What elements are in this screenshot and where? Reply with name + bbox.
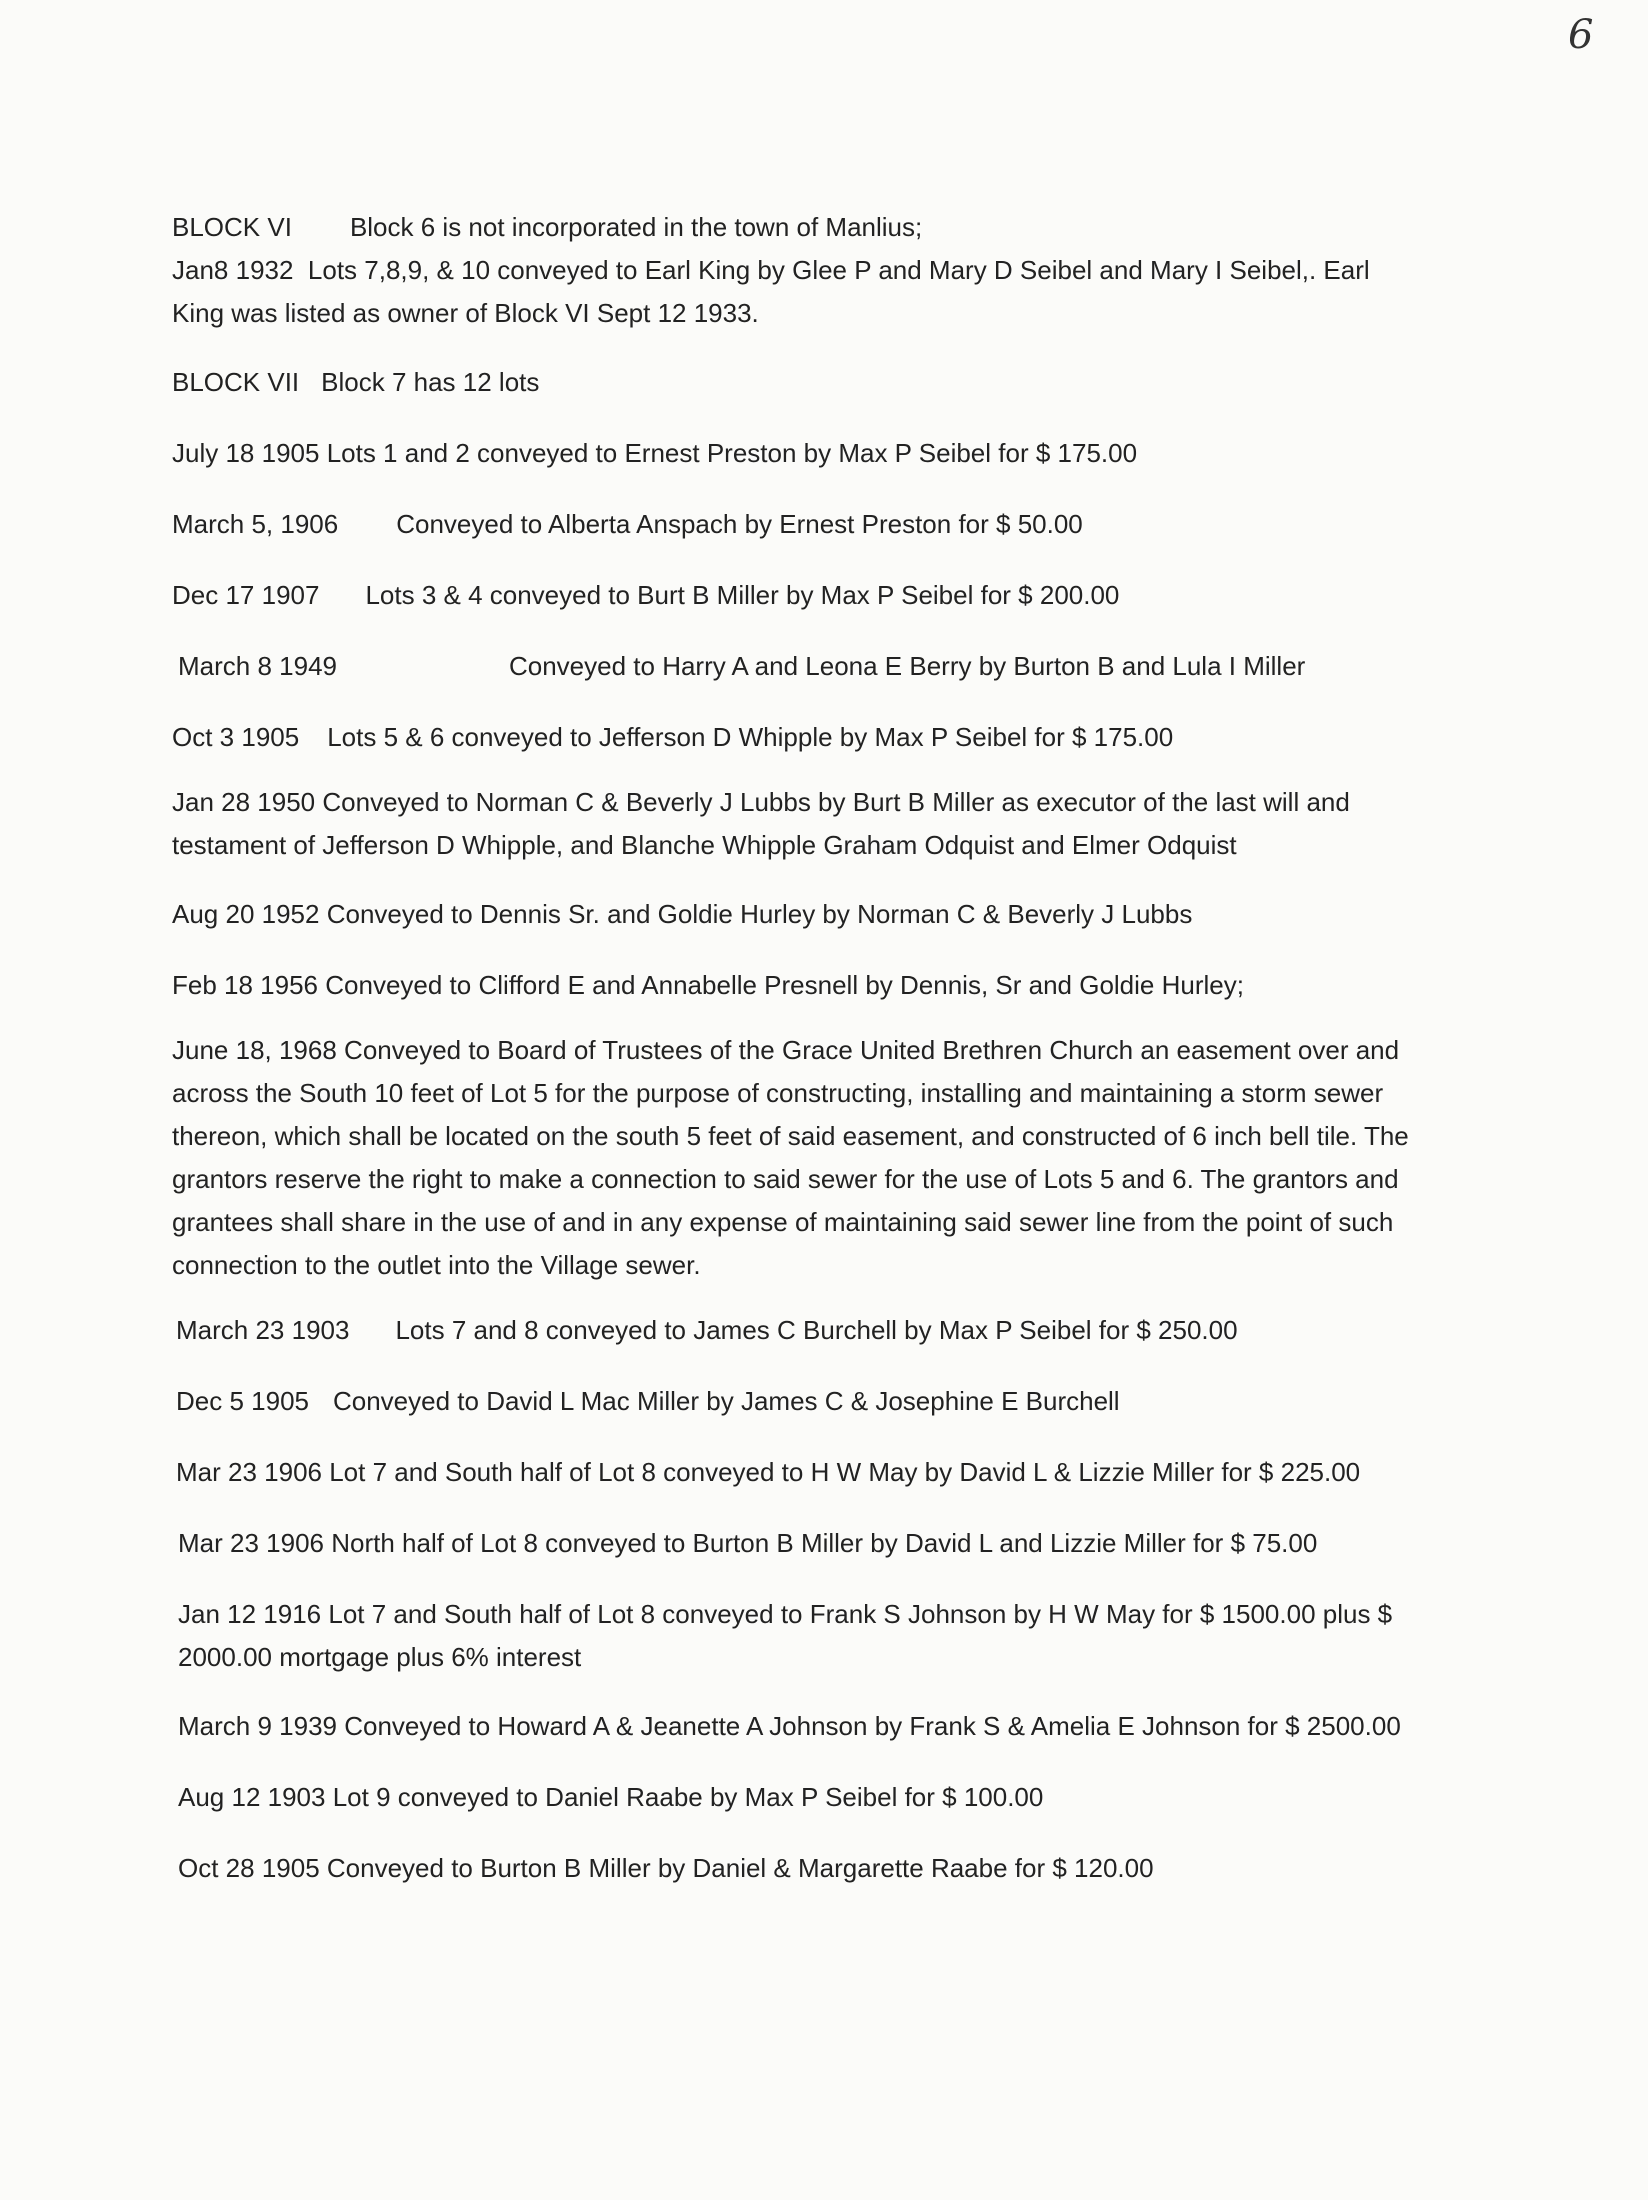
entry-1905-oct [172, 716, 1472, 759]
entry-1956-feb [172, 964, 1472, 1007]
entry-text: Block 7 has 12 lots [321, 367, 540, 397]
entry-text: Block 6 is not incorporated in the town of Manlius; [349, 212, 923, 242]
entry-date: BLOCK VII [172, 367, 300, 397]
entry-date: Oct 3 1905 [172, 722, 300, 752]
entry-date: BLOCK VI [172, 212, 292, 242]
entry-1906-march [172, 503, 1472, 546]
entry-block-vii [172, 361, 1472, 404]
entry-text: Conveyed to Norman C & Beverly J Lubbs by Burt B Miller as executor of the last will and testament of Jefferson D Whipple, and Blanche Whipple Graham Odquist and Elmer Odquist [172, 787, 1350, 860]
entry-1905-dec [176, 1380, 1476, 1423]
entry-date: June 18, 1968 [172, 1035, 337, 1065]
entry-text: Lots 3 & 4 conveyed to Burt B Miller by Max P Seibel for $ 200.00 [365, 580, 1120, 610]
entry-date: Mar 23 1906 [178, 1528, 324, 1558]
entry-text: Conveyed to Board of Trustees of the Grace United Brethren Church an easement over and across the South 10 feet of Lot 5 for the purpose of constructing, installing and maintaining a storm sewer thereon, which shall be located on the south 5 feet of said easement, and constructed of 6 inch bell tile. The grantors reserve the right to make a connection to said sewer for the use of Lots 5 and 6. The grantors and grantees shall share in the use of and in any expense of maintaining said sewer line from the point of such connection to the outlet into the Village sewer. [172, 1035, 1409, 1280]
entry-1905-oct-28 [178, 1847, 1478, 1890]
entry-date: March 8 1949 [178, 651, 337, 681]
entry-text: Conveyed to Clifford E and Annabelle Presnell by Dennis, Sr and Goldie Hurley; [325, 970, 1244, 1000]
entry-text: Conveyed to Dennis Sr. and Goldie Hurley by Norman C & Beverly J Lubbs [326, 899, 1193, 929]
entry-date: Aug 12 1903 [178, 1782, 326, 1812]
entry-text: Conveyed to David L Mac Miller by James C & Josephine E Burchell [332, 1386, 1120, 1416]
entry-date: Mar 23 1906 [176, 1457, 322, 1487]
entry-date: March 5, 1906 [172, 509, 339, 539]
entry-text: Lots 1 and 2 conveyed to Ernest Preston by Max P Seibel for $ 175.00 [326, 438, 1138, 468]
entry-date: Feb 18 1956 [172, 970, 319, 1000]
entry-date: Jan 28 1950 [172, 787, 316, 817]
entry-date: July 18 1905 [172, 438, 320, 468]
entry-date: March 9 1939 [178, 1711, 337, 1741]
entry-text: Lots 7 and 8 conveyed to James C Burchell by Max P Seibel for $ 250.00 [395, 1315, 1238, 1345]
entry-1952-aug [172, 893, 1472, 936]
entry-1932 [172, 249, 1412, 335]
entry-text: Conveyed to Howard A & Jeanette A Johnson by Frank S & Amelia E Johnson for $ 2500.00 [344, 1711, 1401, 1741]
entry-1907-dec [172, 574, 1472, 617]
entry-1905-july [172, 432, 1472, 475]
entry-text: Lot 9 conveyed to Daniel Raabe by Max P Seibel for $ 100.00 [332, 1782, 1044, 1812]
entry-1903-march [176, 1309, 1476, 1352]
entry-text: North half of Lot 8 conveyed to Burton B Miller by David L and Lizzie Miller for $ 75.00 [331, 1528, 1318, 1558]
entry-text: Conveyed to Alberta Anspach by Ernest Preston for $ 50.00 [396, 509, 1083, 539]
entry-1939-march [178, 1705, 1478, 1748]
page-number: 6 [1568, 12, 1594, 58]
entry-text: Lot 7 and South half of Lot 8 conveyed to Frank S Johnson by H W May for $ 1500.00 plus $ 2000.00 mortgage plus 6% interest [178, 1599, 1393, 1672]
entry-1916-jan [178, 1593, 1418, 1679]
entry-date: Oct 28 1905 [178, 1853, 320, 1883]
entry-1903-aug [178, 1776, 1478, 1819]
entry-text: Conveyed to Burton B Miller by Daniel & Margarette Raabe for $ 120.00 [326, 1853, 1154, 1883]
entry-text: Conveyed to Harry A and Leona E Berry by Burton B and Lula I Miller [508, 651, 1306, 681]
entry-date: Jan 12 1916 [178, 1599, 322, 1629]
entry-date: March 23 1903 [176, 1315, 350, 1345]
entry-date: Dec 5 1905 [176, 1386, 309, 1416]
entry-text: Lots 7,8,9, & 10 conveyed to Earl King by Glee P and Mary D Seibel and Mary I Seibel,. Earl King was listed as owner of Block VI Sept 12 1933. [172, 255, 1370, 328]
entry-date: Aug 20 1952 [172, 899, 320, 929]
entry-block-vi [172, 206, 1472, 249]
entry-date: Jan8 1932 [172, 255, 294, 285]
entry-text: Lot 7 and South half of Lot 8 conveyed to H W May by David L & Lizzie Miller for $ 225.00 [329, 1457, 1361, 1487]
entry-1906-mar-b [178, 1522, 1478, 1565]
document-body [172, 206, 1472, 1890]
entry-text: Lots 5 & 6 conveyed to Jefferson D Whipple by Max P Seibel for $ 175.00 [327, 722, 1174, 752]
entry-date: Dec 17 1907 [172, 580, 320, 610]
entry-1968-june [172, 1029, 1422, 1287]
entry-1950-jan [172, 781, 1412, 867]
entry-1949-march [178, 645, 1478, 688]
entry-1906-mar-a [176, 1451, 1476, 1494]
